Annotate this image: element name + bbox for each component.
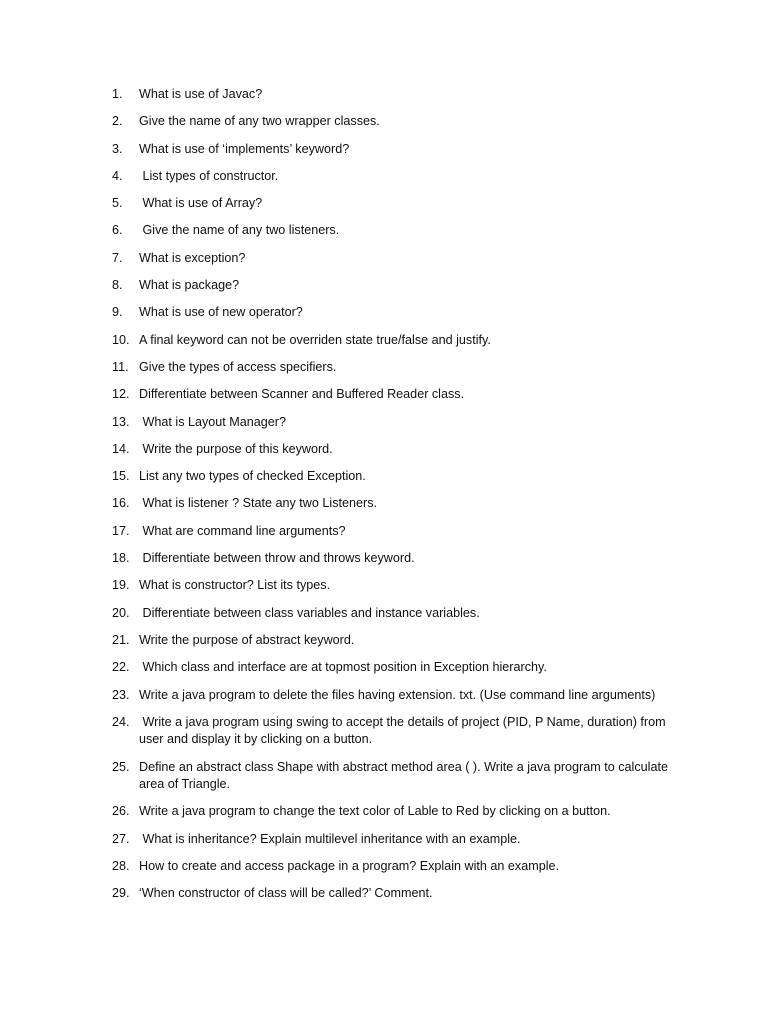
question-item [112,386,672,404]
question-text: What is constructor? List its types. [139,578,331,593]
question-item [112,141,672,159]
question-number: 27. [112,831,130,846]
question-text: Write the purpose of this keyword. [139,441,333,456]
question-item [112,858,672,876]
question-item [112,885,672,903]
question-item [112,495,672,513]
question-item [112,441,672,459]
question-text: Write the purpose of abstract keyword. [139,632,355,647]
question-number: 11. [112,359,129,374]
question-item [112,195,672,213]
question-number: 19. [112,578,130,593]
question-item [112,277,672,295]
question-item [112,168,672,186]
question-text: What are command line arguments? [139,523,346,538]
question-number: 16. [112,496,130,511]
question-text: Differentiate between class variables and instance variables. [139,605,480,620]
question-text: Give the name of any two wrapper classes. [139,114,380,129]
question-item [112,714,672,749]
question-text: What is use of ‘implements’ keyword? [139,141,350,156]
question-number: 29. [112,886,130,901]
question-item [112,759,672,794]
question-text: Differentiate between Scanner and Buffered Reader class. [139,387,465,402]
question-item [112,659,672,677]
question-item [112,577,672,595]
question-number: 7. [112,250,123,265]
question-text: Give the name of any two listeners. [139,223,340,238]
question-number: 22. [112,660,130,675]
question-text: Which class and interface are at topmost position in Exception hierarchy. [139,660,547,675]
question-number: 28. [112,859,130,874]
question-item [112,687,672,705]
question-number: 12. [112,387,130,402]
question-number: 23. [112,687,130,702]
question-text: Write a java program using swing to accept the details of project (PID, P Name, duration) from user and display it by clicking on a button. [139,714,670,747]
question-item [112,414,672,432]
question-text: Write a java program to delete the files having extension. txt. (Use command line arguments) [139,687,656,702]
question-number: 9. [112,305,123,320]
question-number: 4. [112,168,123,183]
question-item [112,468,672,486]
question-text: What is use of Javac? [139,87,263,101]
question-number: 15. [112,469,130,484]
question-text: What is use of Array? [139,196,263,211]
question-item [112,359,672,377]
question-number: 3. [112,141,123,156]
question-number: 2. [112,114,123,129]
question-item [112,304,672,322]
question-number: 26. [112,804,130,819]
question-number: 17. [112,523,130,538]
question-list [112,86,672,913]
question-text: What is package? [139,278,240,293]
question-number: 10. [112,332,130,347]
question-text: List types of constructor. [139,168,279,183]
question-text: What is inheritance? Explain multilevel inheritance with an example. [139,831,521,846]
question-item [112,803,672,821]
question-number: 13. [112,414,130,429]
question-item [112,550,672,568]
question-item [112,250,672,268]
question-item [112,222,672,240]
question-text: List any two types of checked Exception. [139,469,366,484]
question-text: ‘When constructor of class will be called?’ Comment. [139,886,433,901]
question-item [112,86,672,104]
question-item [112,523,672,541]
question-text: What is listener ? State any two Listeners. [139,496,377,511]
question-text: A final keyword can not be overriden state true/false and justify. [139,332,491,347]
question-text: What is exception? [139,250,246,265]
question-number: 14. [112,441,130,456]
question-item [112,332,672,350]
question-text: How to create and access package in a program? Explain with an example. [139,859,560,874]
question-number: 25. [112,759,130,774]
question-item [112,113,672,131]
question-text: Write a java program to change the text color of Lable to Red by clicking on a button. [139,804,611,819]
question-text: Give the types of access specifiers. [139,359,337,374]
question-number: 8. [112,278,123,293]
question-number: 20. [112,605,130,620]
question-text: What is use of new operator? [139,305,303,320]
question-text: What is Layout Manager? [139,414,287,429]
question-text: Define an abstract class Shape with abstract method area ( ). Write a java program to calculate area of Triangle. [139,759,672,792]
question-item [112,831,672,849]
question-number: 1. [112,87,123,101]
question-item [112,632,672,650]
question-number: 24. [112,714,130,729]
question-number: 21. [112,632,130,647]
question-number: 6. [112,223,123,238]
question-number: 5. [112,196,123,211]
question-item [112,605,672,623]
question-number: 18. [112,551,130,566]
question-text: Differentiate between throw and throws keyword. [139,551,415,566]
